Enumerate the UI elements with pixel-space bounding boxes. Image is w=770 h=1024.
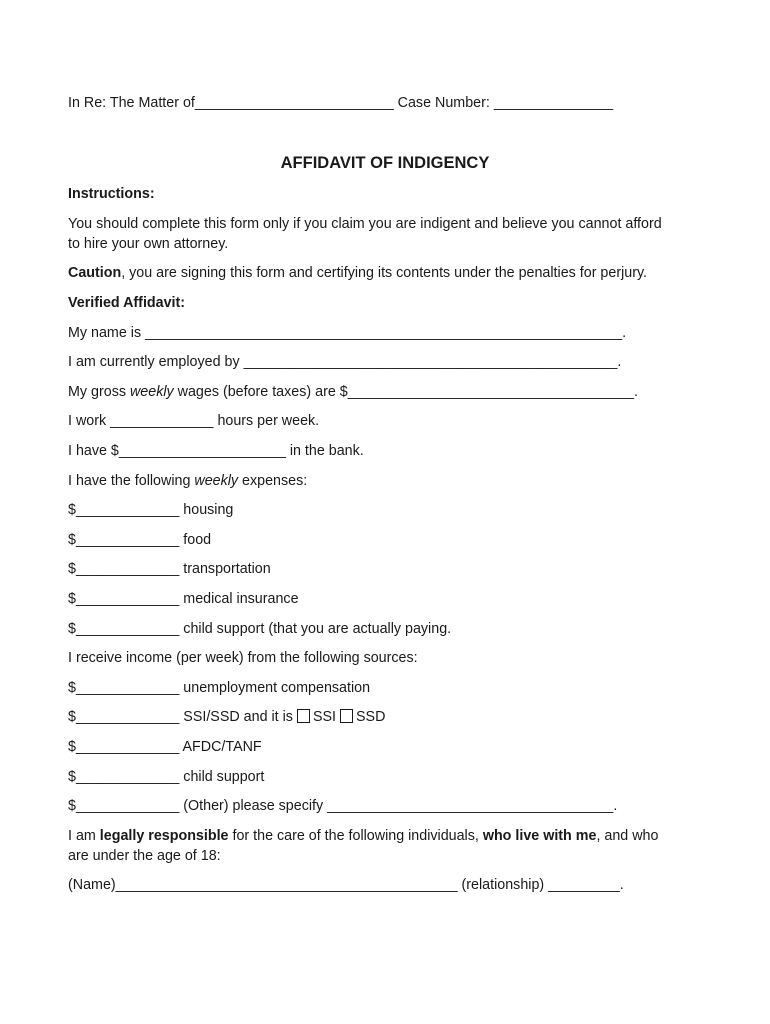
expense-housing-field[interactable]: $_____________ housing — [68, 502, 234, 518]
gross-wages-field-line[interactable] — [68, 383, 638, 401]
expense-food-field[interactable]: $_____________ food — [68, 532, 212, 548]
ssi-checkbox[interactable] — [297, 709, 310, 723]
expense-child-support-field[interactable]: $_____________ child support (that you are actually paying. — [68, 621, 452, 637]
verified-affidavit-heading: Verified Affidavit: — [68, 295, 186, 311]
wages-label-end: wages (before taxes) are $____________________________________. — [173, 384, 638, 400]
instructions-text-line-1: You should complete this form only if you claim you are indigent and believe you cannot afford — [68, 216, 662, 232]
income-heading: I receive income (per week) from the following sources: — [68, 650, 418, 666]
matter-header — [68, 94, 613, 112]
instructions-text-line-2: to hire your own attorney. — [68, 236, 229, 252]
ssd-checkbox-label: SSD — [356, 709, 386, 725]
hours-field-line[interactable]: I work _____________ hours per week. — [68, 413, 320, 429]
instructions-heading: Instructions: — [68, 186, 155, 202]
live-with-me-emphasis: who live with me — [482, 828, 597, 844]
caution-text: , you are signing this form and certifying its contents under the penalties for perjury. — [121, 265, 648, 281]
bank-field-line[interactable]: I have $_____________________ in the bank. — [68, 443, 364, 459]
dependents-statement-line-2: are under the age of 18: — [68, 848, 221, 864]
ssi-checkbox-label: SSI — [312, 709, 336, 725]
name-field-line[interactable]: My name is ____________________________________________________________. — [68, 325, 627, 341]
income-afdc-tanf-field[interactable]: $_____________ AFDC/TANF — [68, 739, 262, 755]
legally-responsible-emphasis: legally responsible — [99, 828, 229, 844]
expenses-label-start: I have the following — [68, 473, 195, 489]
dependents-text-3: , and who — [596, 828, 659, 844]
income-ssi-ssd-field[interactable]: $_____________ SSI/SSD and it is — [68, 709, 293, 725]
dependent-name-relationship-field[interactable]: (Name)___________________________________________ (relationship) _________. — [68, 877, 624, 893]
case-number-label: Case Number: — [397, 95, 490, 111]
expense-medical-insurance-field[interactable]: $_____________ medical insurance — [68, 591, 299, 607]
employer-field-line[interactable]: I am currently employed by _______________________________________________. — [68, 354, 622, 370]
wages-label-start: My gross — [68, 384, 130, 400]
case-number-field[interactable]: _______________ — [493, 95, 614, 111]
expenses-heading — [68, 472, 307, 490]
document-title: AFFIDAVIT OF INDIGENCY — [280, 154, 490, 172]
caution-label: Caution — [68, 265, 122, 281]
expense-transportation-field[interactable]: $_____________ transportation — [68, 561, 271, 577]
income-ssi-ssd-row — [68, 708, 385, 726]
matter-field[interactable]: _________________________ — [194, 95, 394, 111]
income-unemployment-field[interactable]: $_____________ unemployment compensation — [68, 680, 371, 696]
dependents-statement-line-1 — [68, 827, 658, 845]
matter-label: In Re: The Matter of — [68, 95, 195, 111]
income-child-support-field[interactable]: $_____________ child support — [68, 769, 265, 785]
expenses-weekly-emphasis: weekly — [194, 473, 239, 489]
ssd-checkbox[interactable] — [340, 709, 353, 723]
wages-weekly-emphasis: weekly — [129, 384, 174, 400]
dependents-text-1: I am — [68, 828, 100, 844]
expenses-label-end: expenses: — [238, 473, 308, 489]
dependents-text-2: for the care of the following individuals, — [228, 828, 483, 844]
income-other-field[interactable]: $_____________ (Other) please specify ____________________________________. — [68, 798, 618, 814]
caution-statement — [68, 264, 647, 282]
